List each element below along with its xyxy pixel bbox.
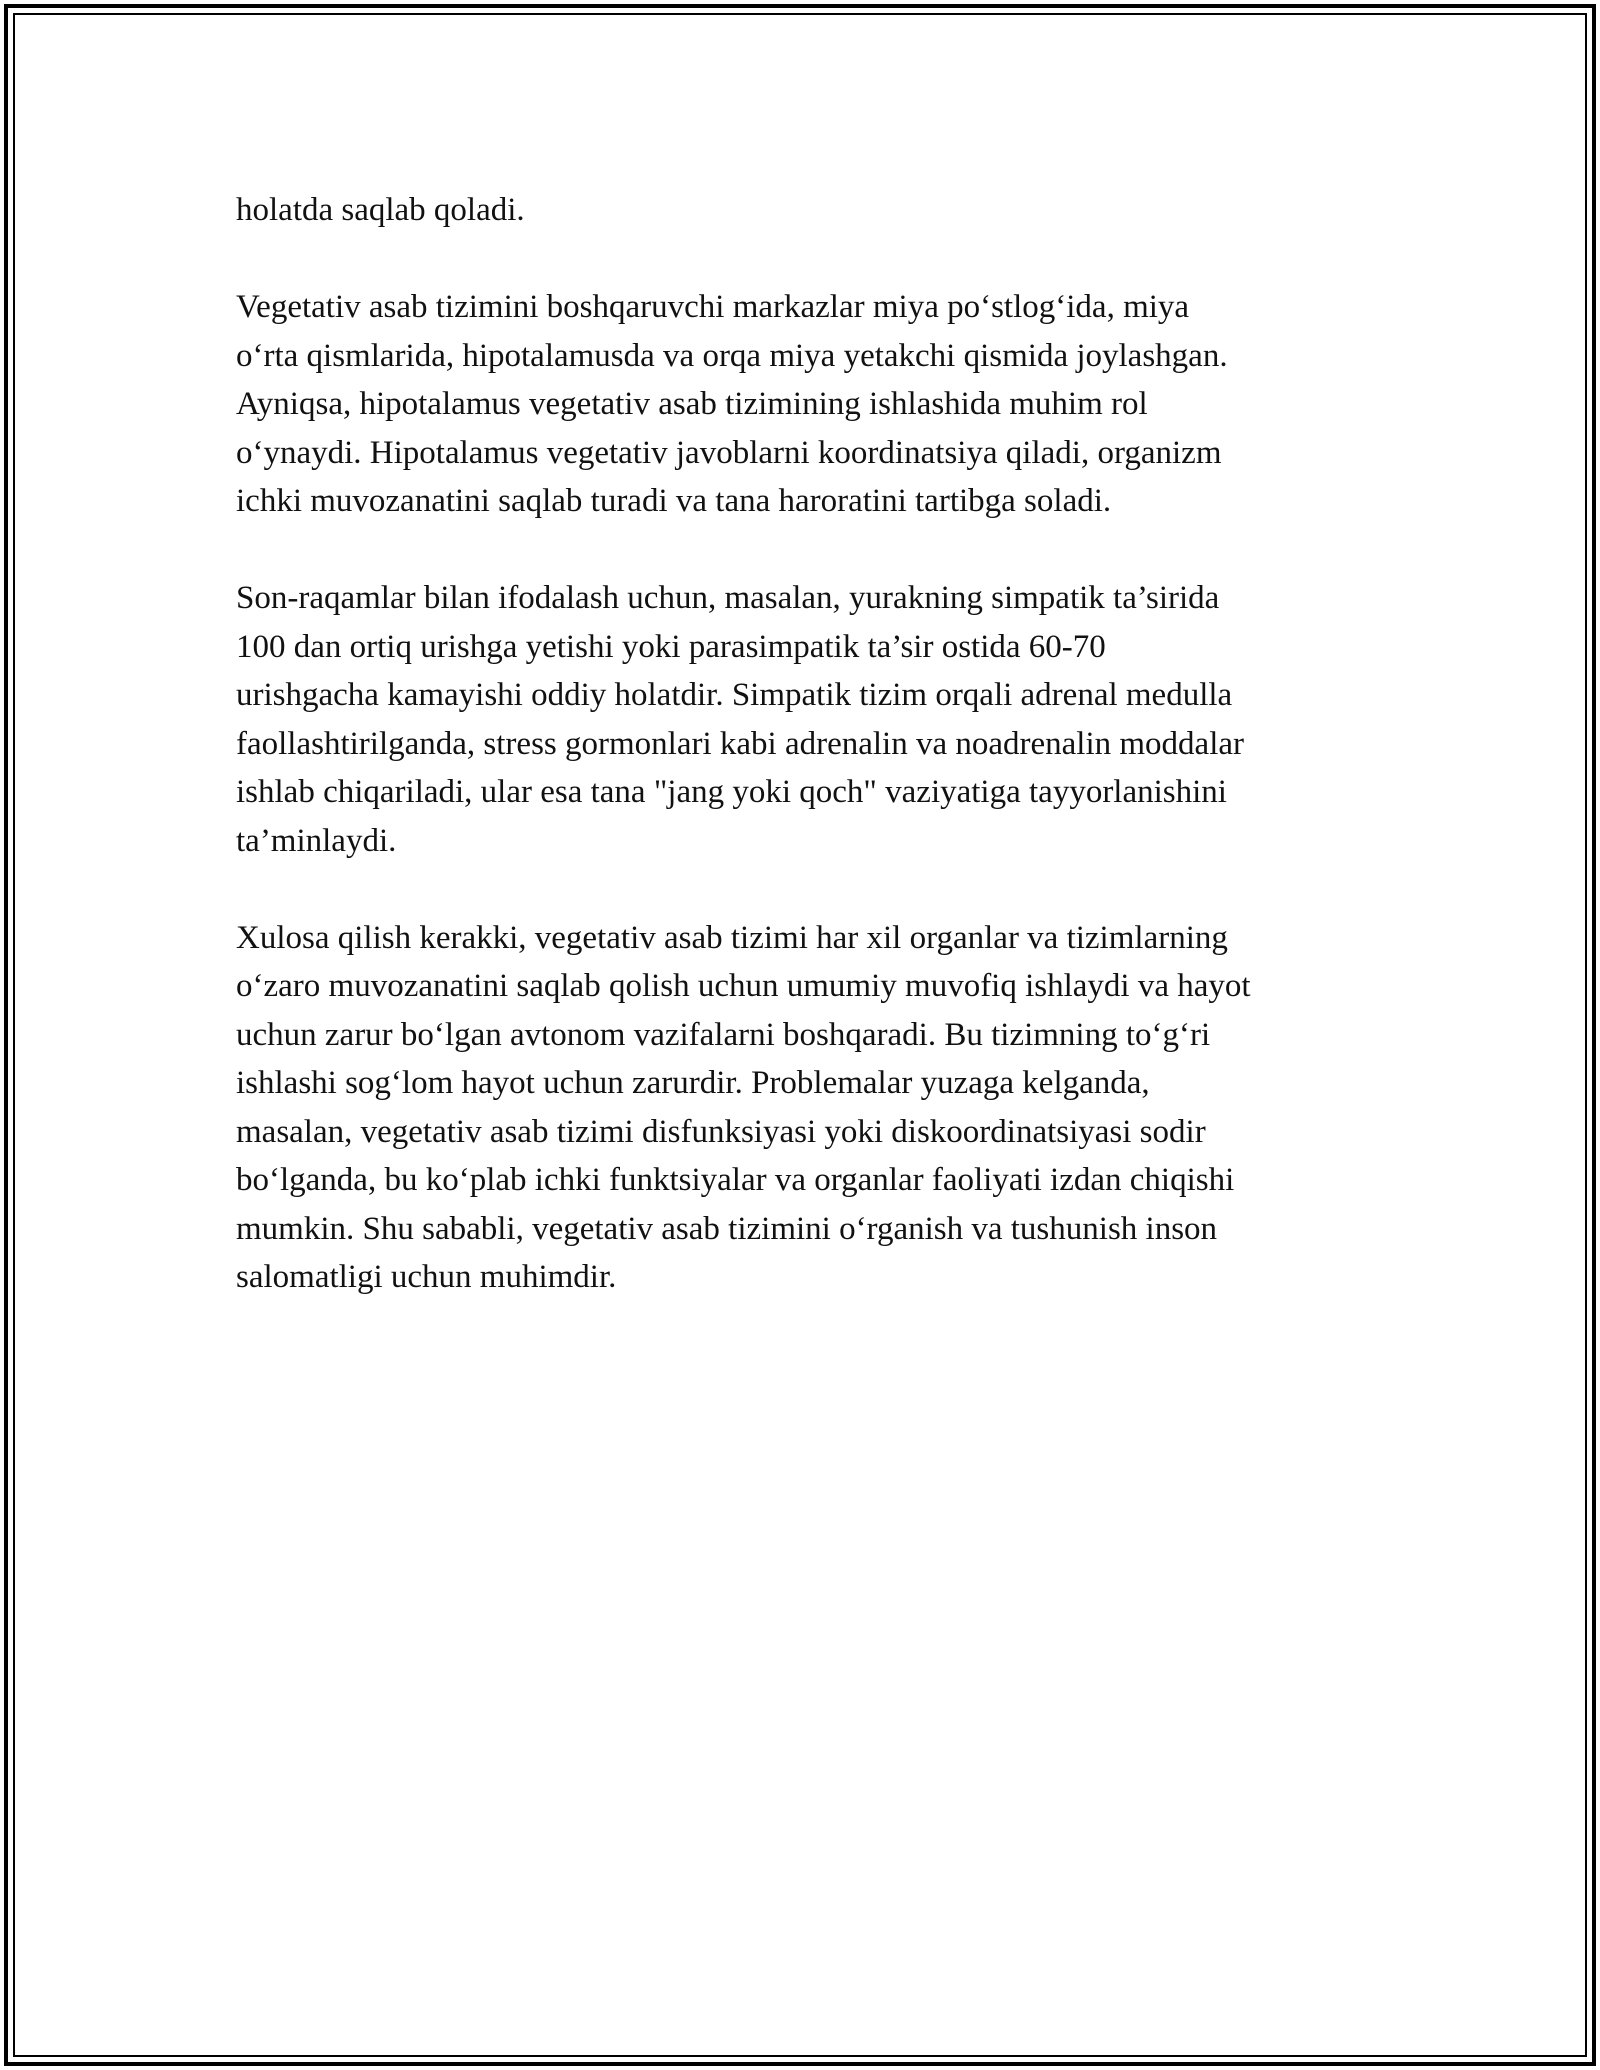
paragraph-control-centers: Vegetativ asab tizimini boshqaruvchi markazlar miya po‘stlog‘ida, miya o‘rta qismlarida, hipotalamusda va orqa miya yetakchi qismida joylashgan. Ayniqsa, hipotalamus vegetativ asab tizimining ishlashida muhim rol o‘ynaydi. Hipotalamus vegetativ javoblarni koordinatsiya qiladi, organizm ichki muvozanatini saqlab turadi va tana haroratini tartibga soladi.	[236, 289, 1228, 519]
paragraph-heart-rate: Son-raqamlar bilan ifodalash uchun, masalan, yurakning simpatik ta’sirida 100 dan ortiq urishga yetishi yoki parasimpatik ta’sir ostida 60-70 urishgacha kamayishi oddiy holatdir. Simpatik tizim orqali adrenal medulla faollashtirilganda, stress gormonlari kabi adrenalin va noadrenalin moddalar ishlab chiqariladi, ular esa tana "jang yoki qoch" vaziyatiga tayyorlanishini ta’minlaydi.	[236, 580, 1244, 859]
paragraph-conclusion: Xulosa qilish kerakki, vegetativ asab tizimi har xil organlar va tizimlarning o‘zaro muvozanatini saqlab qolish uchun umumiy muvofiq ishlaydi va hayot uchun zarur bo‘lgan avtonom vazifalarni boshqaradi. Bu tizimning to‘g‘ri ishlashi sog‘lom hayot uchun zarurdir. Problemalar yuzaga kelganda, masalan, vegetativ asab tizimi disfunksiyasi yoki diskoordinatsiyasi sodir bo‘lganda, bu ko‘plab ichki funktsiyalar va organlar faoliyati izdan chiqishi mumkin. Shu sababli, vegetativ asab tizimini o‘rganish va tushunish inson salomatligi uchun muhimdir.	[236, 919, 1251, 1295]
paragraph-continuation: holatda saqlab qoladi.	[236, 192, 525, 228]
document-body	[236, 186, 1384, 1350]
